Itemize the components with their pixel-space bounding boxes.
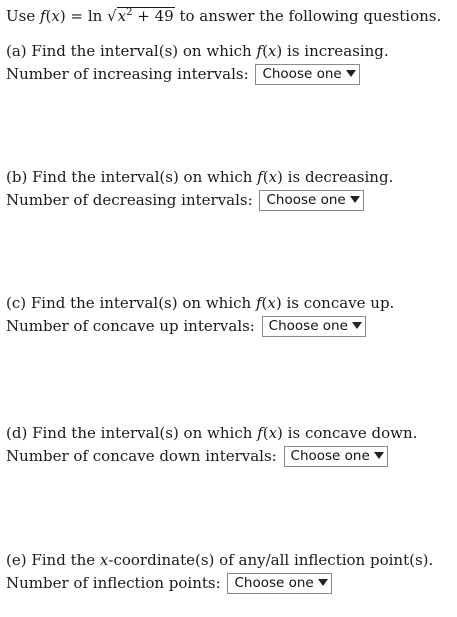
intro-prefix: Use (6, 7, 40, 25)
inflection-count-select-value: Choose one (234, 574, 314, 591)
question-b-func: f (257, 168, 263, 186)
question-a-text: (a) Find the interval(s) on which (6, 42, 257, 60)
count-row-b (6, 188, 393, 210)
section-b (6, 166, 393, 210)
intro-lparen: ( (45, 7, 52, 25)
caret-down-icon (374, 452, 384, 459)
question-c-arg: x (267, 294, 276, 312)
intro-equals-ln: ) = ln (59, 7, 108, 25)
question-d-func: f (257, 424, 263, 442)
section-a (6, 40, 389, 84)
question-e-ending: -coordinate(s) of any/all inflection point(s). (108, 551, 434, 569)
intro-suffix: to answer the following questions. (174, 7, 442, 25)
radicand-exponent: 2 (126, 7, 133, 18)
question-b-text: (b) Find the interval(s) on which (6, 168, 258, 186)
question-a: (a) Find the interval(s) on which f(x) is increasing. (6, 42, 389, 60)
concave-up-count-select-value: Choose one (268, 317, 348, 334)
radicand-constant: + 49 (132, 7, 174, 25)
question-c-text: (c) Find the interval(s) on which (6, 294, 256, 312)
decreasing-count-label: Number of decreasing intervals: (6, 191, 253, 209)
inflection-count-select[interactable] (227, 573, 331, 594)
question-d-ending: is concave down. (282, 424, 418, 442)
decreasing-count-select-value: Choose one (266, 191, 346, 208)
question-d-text: (d) Find the interval(s) on which (6, 424, 258, 442)
caret-down-icon (350, 196, 360, 203)
concave-up-count-label: Number of concave up intervals: (6, 317, 255, 335)
count-row-c (6, 314, 394, 336)
question-b-arg: x (268, 168, 278, 186)
question-a-func: f (256, 42, 263, 60)
question-b-ending: is decreasing. (282, 168, 394, 186)
increasing-count-select-value: Choose one (262, 65, 342, 82)
square-root (107, 7, 175, 25)
concave-up-count-select[interactable] (262, 316, 366, 337)
radicand (117, 7, 175, 25)
caret-down-icon (352, 322, 362, 329)
question-a-arg: x (267, 42, 277, 60)
function-name: f (39, 7, 46, 25)
question-e-text: (e) Find the (6, 551, 100, 569)
question-c-func: f (255, 294, 262, 312)
count-row-a (6, 62, 389, 84)
count-row-e (6, 571, 433, 593)
section-e (6, 549, 433, 593)
caret-down-icon (346, 70, 356, 77)
question-d: (d) Find the interval(s) on which f(x) is concave down. (6, 424, 418, 442)
question-d-arg: x (268, 424, 278, 442)
increasing-count-label: Number of increasing intervals: (6, 65, 249, 83)
concave-down-count-select-value: Choose one (290, 447, 370, 464)
question-c: (c) Find the interval(s) on which f(x) is concave up. (6, 294, 395, 312)
caret-down-icon (318, 579, 328, 586)
concave-down-count-label: Number of concave down intervals: (6, 447, 277, 465)
question-e (6, 549, 433, 571)
problem-statement (6, 7, 441, 25)
question-e-variable: x (99, 551, 109, 569)
section-d (6, 422, 417, 466)
function-variable: x (51, 7, 60, 25)
question-a-ending: is increasing. (282, 42, 389, 60)
inflection-count-label: Number of inflection points: (6, 574, 221, 592)
question-c-ending: is concave up. (281, 294, 395, 312)
radical-sign: √ (107, 7, 117, 25)
radicand-variable: x (117, 7, 127, 25)
question-b: (b) Find the interval(s) on which f(x) is decreasing. (6, 168, 394, 186)
count-row-d (6, 444, 417, 466)
decreasing-count-select[interactable] (259, 190, 363, 211)
concave-down-count-select[interactable] (284, 446, 388, 467)
section-c (6, 292, 394, 336)
increasing-count-select[interactable] (255, 64, 359, 85)
